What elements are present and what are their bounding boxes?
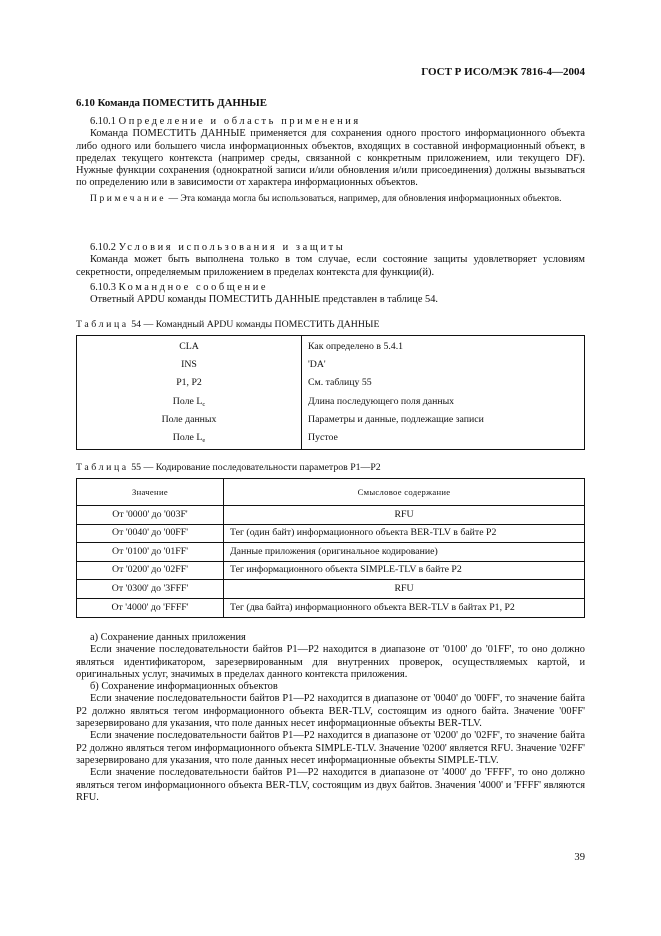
field-text: Поле L (172, 431, 203, 443)
subsection-number: 6.10.3 (90, 282, 116, 293)
subsection-number: 6.10.1 (90, 116, 116, 127)
note-label: Примечание (90, 193, 167, 204)
table-row (77, 543, 585, 562)
meaning-cell: Данные приложения (оригинальное кодирование) (224, 543, 585, 562)
range-cell: От '0000' до '003F' (77, 506, 224, 525)
table-54 (76, 335, 585, 450)
meaning-cell: Тег (один байт) информационного объекта BER-TLV в байте P2 (224, 524, 585, 543)
field-cell: INS (77, 356, 302, 374)
subsection-6-10-1 (76, 116, 585, 205)
paragraph: Если значение последовательности байтов P1—P2 находится в диапазоне от '0040' до '00FF', то значение байта P2 должно являться тегом информационного объекта BER-TLV, состоящим из одного байта. Значение '00FF' зарезервировано для указания, что поле данных несет информационные объекты BER-TLV. (76, 693, 585, 730)
page-number: 39 (574, 852, 585, 863)
meaning-cell: RFU (224, 506, 585, 525)
table-row (77, 336, 585, 357)
table-row (77, 393, 585, 411)
item-a-title: а) Сохранение данных приложения (90, 632, 246, 643)
field-cell: CLA (77, 336, 302, 357)
meaning-cell: Тег (два байта) информационного объекта BER-TLV в байтах P1, P2 (224, 598, 585, 617)
table-header-row (77, 479, 585, 506)
table-row (77, 356, 585, 374)
caption-label: Таблица (76, 462, 129, 473)
paragraph: Если значение последовательности байтов P1—P2 находится в диапазоне от '0100' до '01FF', то оно должно являться идентификатором, зарезервированным для внутренних проверок, осуществляемых картой, и оригинальных услуг, значимых в пределах данного контекста приложения. (76, 644, 585, 680)
paragraph: Команда ПОМЕСТИТЬ ДАННЫЕ применяется для сохранения одного простого информационного объекта либо одного или большего числа информационных объектов, входящих в составной информационный объект, в пределах текущего контекста (например среды, связанной с конкретным приложением, или текущего DF). Нужные функции сохранения (однократной записи и/или обновления и/или присоединения) должны вызываться по определению или в зависимости от характера информационных объектов. (76, 128, 585, 189)
table-row (77, 598, 585, 617)
paragraph: Если значение последовательности байтов P1—P2 находится в диапазоне от '4000' до 'FFFF', то оно должно являться тегом информационного объекта BER-TLV, состоящим из двух байтов. Значения '4000' и 'FFFF' являются RFU. (76, 767, 585, 803)
subsection-heading (76, 116, 585, 128)
table-row (77, 561, 585, 580)
value-cell: См. таблицу 55 (308, 377, 372, 389)
range-cell: От '0200' до '02FF' (77, 561, 224, 580)
caption-text: 55 — Кодирование последовательности параметров P1—P2 (128, 462, 381, 473)
table-row (77, 374, 585, 392)
section-title: 6.10 Команда ПОМЕСТИТЬ ДАННЫЕ (76, 97, 267, 109)
table-row (77, 429, 585, 450)
subsection-number: 6.10.2 (90, 242, 116, 253)
body-text (76, 632, 585, 804)
paragraph: Если значение последовательности байтов P1—P2 находится в диапазоне от '0200' до '02FF', то значение байта P2 должно являться тегом информационного объекта SIMPLE-TLV. Значение '0200' является RFU. Значение '02FF' зарезервировано для указания, что поле данных несет информационные объекты SIMPLE-TLV. (76, 730, 585, 766)
range-cell: От '0040' до '00FF' (77, 524, 224, 543)
range-cell: От '0100' до '01FF' (77, 543, 224, 562)
field-cell: Поле данных (77, 411, 302, 429)
meaning-cell: RFU (224, 580, 585, 599)
meaning-cell: Тег информационного объекта SIMPLE-TLV в байте P2 (224, 561, 585, 580)
paragraph: Ответный APDU команды ПОМЕСТИТЬ ДАННЫЕ представлен в таблице 54. (90, 294, 439, 306)
subsection-heading (76, 282, 585, 294)
value-cell: 'DA' (308, 359, 326, 371)
value-cell: Как определено в 5.4.1 (308, 340, 404, 352)
note-text: — Эта команда могла бы использоваться, например, для обновления информационных объектов. (166, 193, 562, 204)
subsection-title: Командное сообщение (118, 282, 269, 293)
note (76, 194, 585, 206)
table-55 (76, 478, 585, 618)
column-header-meaning: Смысловое содержание (224, 479, 585, 506)
range-cell: От '0300' до '3FFF' (77, 580, 224, 599)
field-cell (77, 393, 302, 411)
caption-text: 54 — Командный APDU команды ПОМЕСТИТЬ ДАННЫЕ (128, 319, 380, 330)
table-55-caption (76, 462, 381, 474)
field-cell (77, 429, 302, 450)
subsection-6-10-2 (76, 242, 585, 279)
field-subscript: c (202, 400, 206, 408)
item-b-title: б) Сохранение информационных объектов (90, 681, 278, 693)
subsection-6-10-3 (76, 282, 585, 307)
value-cell: Пустое (308, 431, 338, 443)
table-row (77, 580, 585, 599)
table-row (77, 506, 585, 525)
range-cell: От '4000' до 'FFFF' (77, 598, 224, 617)
caption-label: Таблица (76, 319, 129, 330)
subsection-title: Определение и область применения (118, 116, 361, 127)
table-row (77, 524, 585, 543)
value-cell: Длина последующего поля данных (308, 395, 455, 407)
table-row (77, 411, 585, 429)
subsection-heading (76, 242, 585, 254)
paragraph: Команда может быть выполнена только в том случае, если состояние защиты удовлетворяет условиям секретности, определяемым приложением в пределах контекста для функции(й). (76, 254, 585, 278)
field-cell: P1, P2 (77, 374, 302, 392)
column-header-value: Значение (77, 479, 224, 506)
standard-header: ГОСТ Р ИСО/МЭК 7816-4—2004 (421, 66, 585, 78)
value-cell: Параметры и данные, подлежащие записи (308, 413, 484, 425)
table-54-caption (76, 319, 379, 331)
field-subscript: e (202, 436, 206, 444)
field-text: Поле L (172, 395, 203, 407)
subsection-title: Условия использования и защиты (118, 242, 346, 253)
